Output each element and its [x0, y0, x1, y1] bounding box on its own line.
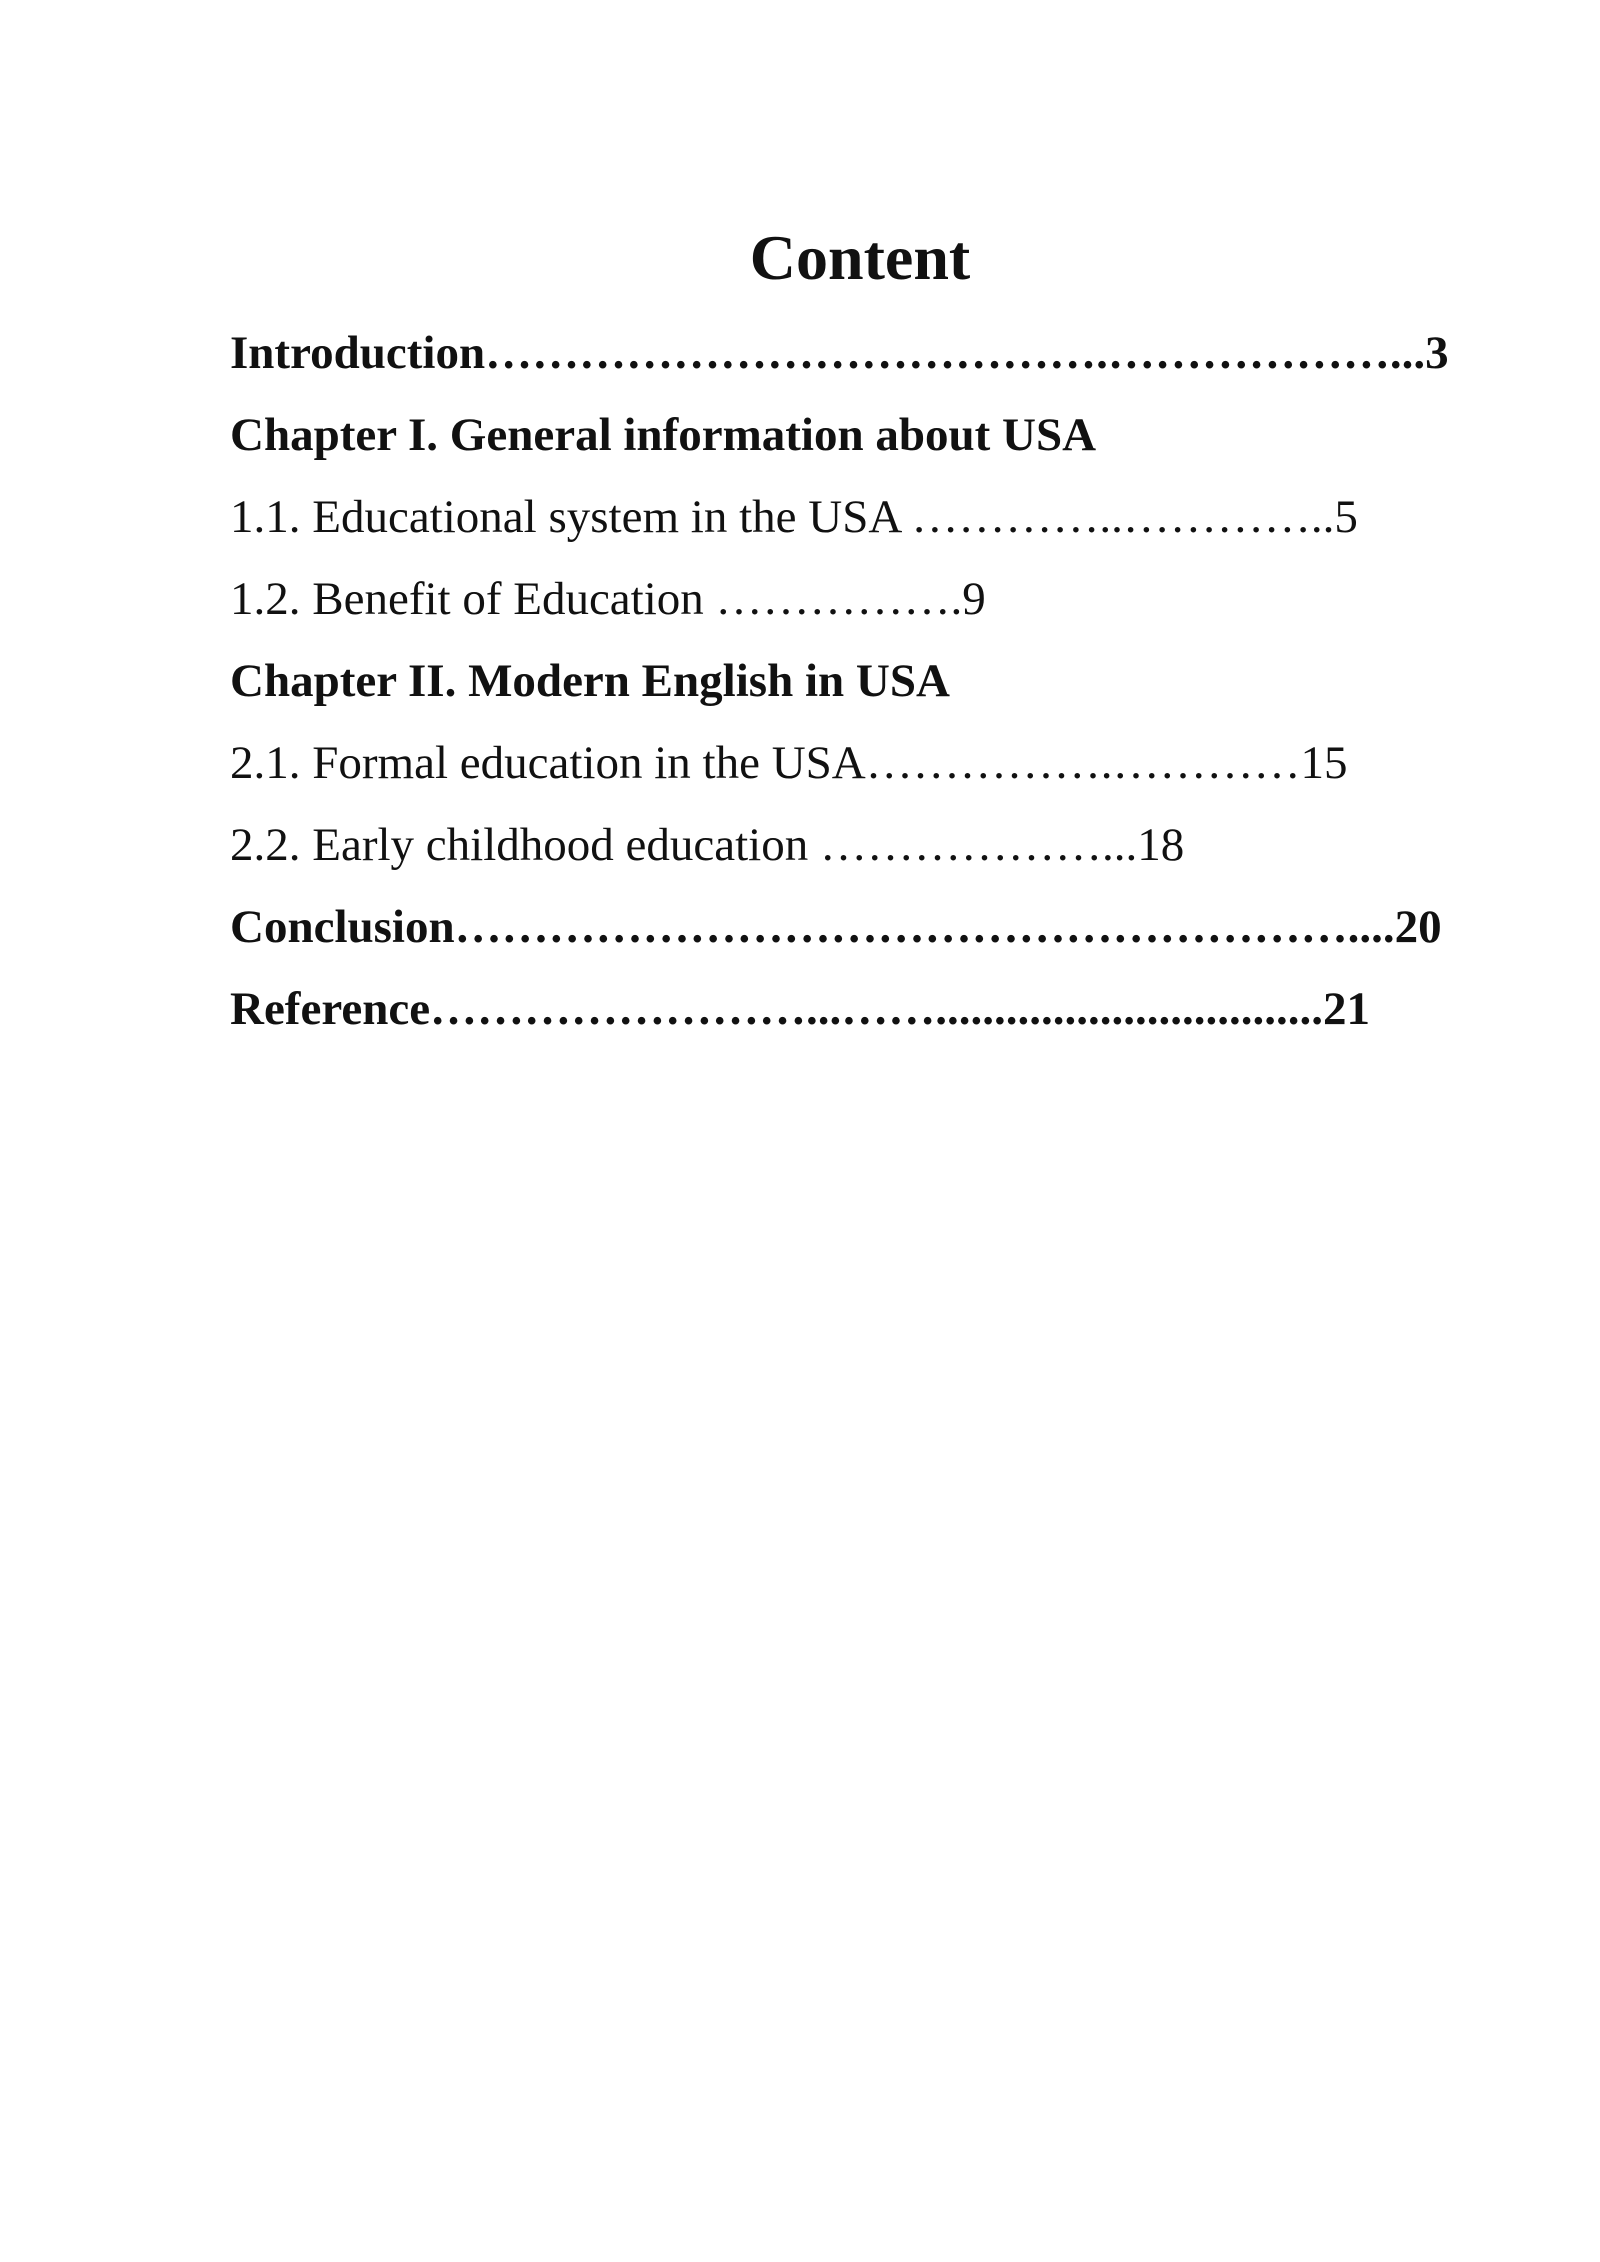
toc-chapter-1-heading: Chapter I. General information about USA — [230, 409, 1097, 461]
toc-entry-2-2: 2.2. Early childhood education ………………...18 — [230, 819, 1185, 871]
toc-entry-reference: Reference……………………...…….................................21 — [230, 983, 1371, 1035]
toc-entry-conclusion: Conclusion…………………………………………………....20 — [230, 901, 1442, 953]
toc-entry-2-1: 2.1. Formal education in the USA…………….…………15 — [230, 737, 1348, 789]
toc-entry-1-2: 1.2. Benefit of Education …………….9 — [230, 573, 986, 625]
toc-entry-1-1: 1.1. Educational system in the USA …………..…………..5 — [230, 491, 1358, 543]
toc-chapter-2-heading: Chapter II. Modern English in USA — [230, 655, 950, 707]
page-title: Content — [749, 222, 971, 293]
toc-entry-introduction: Introduction………………………………….………………...3 — [230, 327, 1449, 379]
